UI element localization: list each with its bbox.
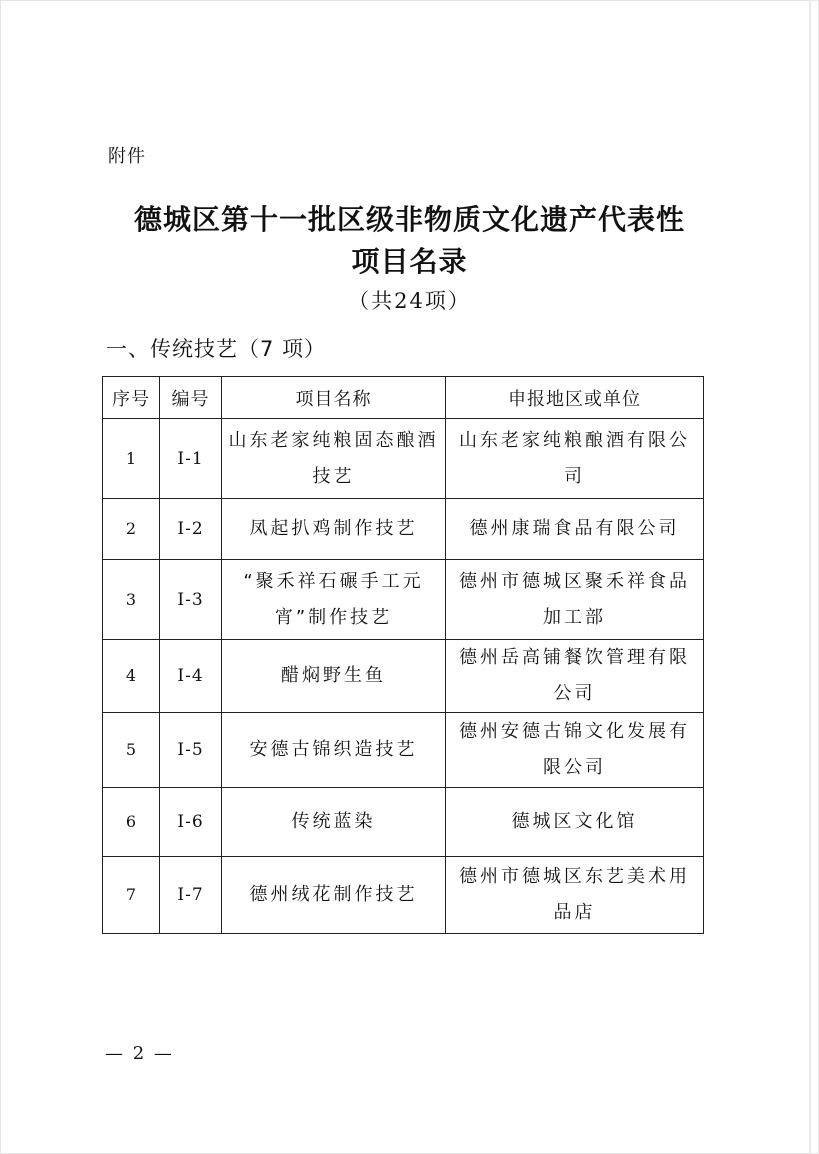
table-row xyxy=(103,857,704,934)
table-row xyxy=(103,419,704,499)
row-project-name: 安德古锦织造技艺 xyxy=(222,713,446,788)
row-unit: 德州岳高铺餐饮管理有限公司 xyxy=(446,640,704,713)
row-no: 1 xyxy=(103,419,160,499)
row-code: Ⅰ-1 xyxy=(160,419,222,499)
row-unit: 德州市德城区东艺美术用品店 xyxy=(446,857,704,934)
row-project-name: 传统蓝染 xyxy=(222,788,446,857)
table-row xyxy=(103,640,704,713)
row-project-name: 凤起扒鸡制作技艺 xyxy=(222,499,446,560)
section-heading: 一、传统技艺（7 项） xyxy=(106,337,327,361)
table-row xyxy=(103,713,704,788)
row-no: 3 xyxy=(103,560,160,640)
table-row xyxy=(103,499,704,560)
table-row xyxy=(103,560,704,640)
row-no: 2 xyxy=(103,499,160,560)
column-header-no: 序号 xyxy=(103,377,160,419)
row-unit: 德州安德古锦文化发展有限公司 xyxy=(446,713,704,788)
row-no: 6 xyxy=(103,788,160,857)
row-project-name: 德州绒花制作技艺 xyxy=(222,857,446,934)
row-code: Ⅰ-5 xyxy=(160,713,222,788)
document-title-line-2: 项目名录 xyxy=(351,245,468,278)
row-unit: 德州市德城区聚禾祥食品加工部 xyxy=(446,560,704,640)
column-header-code: 编号 xyxy=(160,377,222,419)
row-project-name: 山东老家纯粮固态酿酒技艺 xyxy=(222,419,446,499)
row-project-name: 醋焖野生鱼 xyxy=(222,640,446,713)
row-code: Ⅰ-6 xyxy=(160,788,222,857)
row-code: Ⅰ-7 xyxy=(160,857,222,934)
row-no: 5 xyxy=(103,713,160,788)
project-table xyxy=(102,376,704,934)
column-header-unit: 申报地区或单位 xyxy=(446,377,704,419)
table-row xyxy=(103,788,704,857)
row-code: Ⅰ-3 xyxy=(160,560,222,640)
page-number: — 2 — xyxy=(105,1043,174,1064)
document-subtitle: （共24项） xyxy=(348,289,471,313)
row-no: 4 xyxy=(103,640,160,713)
row-code: Ⅰ-2 xyxy=(160,499,222,560)
attachment-label: 附件 xyxy=(108,146,146,167)
column-header-project-name: 项目名称 xyxy=(222,377,446,419)
row-no: 7 xyxy=(103,857,160,934)
row-unit: 山东老家纯粮酿酒有限公司 xyxy=(446,419,704,499)
row-unit: 德城区文化馆 xyxy=(446,788,704,857)
table-header-row xyxy=(103,377,704,419)
document-title-line-1: 德城区第十一批区级非物质文化遗产代表性 xyxy=(133,203,685,236)
row-project-name: “聚禾祥石碾手工元宵”制作技艺 xyxy=(222,560,446,640)
row-code: Ⅰ-4 xyxy=(160,640,222,713)
row-unit: 德州康瑞食品有限公司 xyxy=(446,499,704,560)
